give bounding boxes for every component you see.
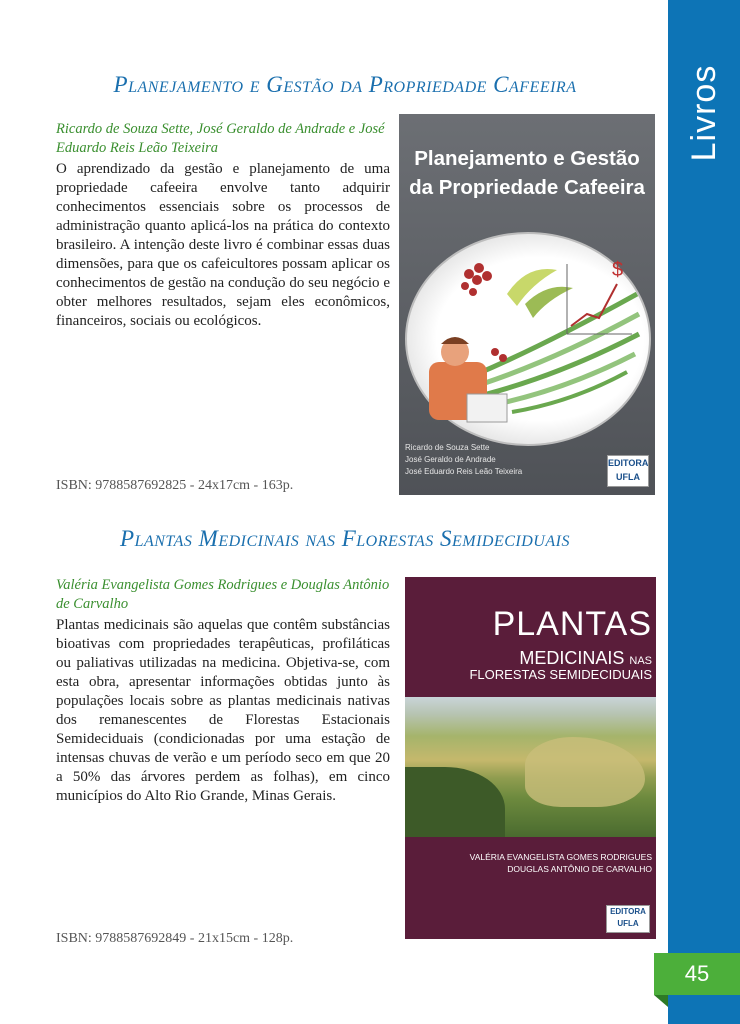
publisher-logo: EDITORA UFLA [607,455,649,487]
section-label: Livros [685,64,723,162]
book-authors: Valéria Evangelista Gomes Rodrigues e Douglas Antônio de Carvalho [56,577,390,612]
book-cover [405,577,656,939]
cover-author: DOUGLAS ANTÔNIO DE CARVALHO [507,864,652,874]
cover-title-line1: PLANTAS [492,605,652,643]
cover-title: Planejamento e Gestão da Propriedade Cafeeira [409,147,645,199]
cover-title-line2: MEDICINAIS NAS [519,648,652,668]
book-title: Plantas Medicinais nas Florestas Semideciduais [120,526,570,551]
cover-illustration-frame [405,232,651,446]
cover-author: VALÉRIA EVANGELISTA GOMES RODRIGUES [469,852,652,862]
page-number-fold [654,995,668,1007]
book-isbn: ISBN: 9788587692849 - 21x15cm - 128p. [56,931,294,946]
aerial-landscape-photo [405,697,656,837]
book-title: Planejamento e Gestão da Propriedade Cafeeira [113,72,577,97]
book-description: Plantas medicinais são aquelas que contêm substâncias bioativas com propriedades terapêuticas, profiláticas ou paliativas utilizadas na medicina. Objetiva-se, com esta obra, apresentar informações obtidas junto às populações locais sobre as plantas medicinais nativas dos remanescentes de Florestas Estacionais Semideciduais (condicionadas por uma estação de intensas chuvas de verão e um período seco em que 20 a 50% das árvores perdem as folhas), em cinco municípios do Alto Rio Grande, Minas Gerais. [56,617,390,804]
svg-text:$: $ [612,259,624,281]
cover-authors: Ricardo de Souza Sette José Geraldo de Andrade José Eduardo Reis Leão Teixeira [405,443,523,476]
book-isbn: ISBN: 9788587692825 - 24x17cm - 163p. [56,478,294,493]
book-authors: Ricardo de Souza Sette, José Geraldo de Andrade e José Eduardo Reis Leão Teixeira [56,121,385,156]
book-description: O aprendizado da gestão e planejamento de uma propriedade cafeeira envolve tanto adquirir conhecimentos essenciais sobre os processos de administração quanto aplicá-los na prática do contexto brasileiro. A intenção deste livro é combinar essas duas dimensões, para que os cafeicultores possam aplicar os conhecimentos de gestão na condução do seu negócio e obter melhores resultados, sejam eles econômicos, financeiros, sociais ou ecológicos. [56,161,390,329]
publisher-logo: EDITORA UFLA [606,905,650,933]
farmer-computer-coffee-growth-icon [407,234,649,444]
book-cover [399,114,655,495]
cover-title-line3: FLORESTAS SEMIDECIDUAIS [469,667,652,682]
page-number: 45 [654,953,740,995]
